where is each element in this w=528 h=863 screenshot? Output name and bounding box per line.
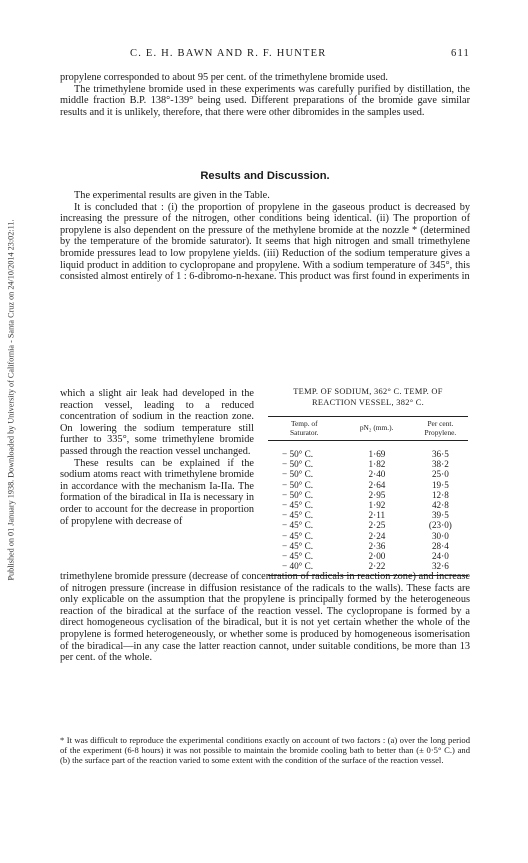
cell-percent-propylene: 24·0: [431, 551, 449, 562]
cell-temp-saturator: − 45° C.: [282, 510, 314, 521]
section-heading: Results and Discussion.: [200, 170, 330, 182]
cell-percent-propylene: 42·8: [431, 500, 449, 511]
table-row: [268, 551, 468, 561]
paragraph: The trimethylene bromide used in these experiments was carefully purified by distillation, the middle fraction B.P. 138°-139° being used. Different preparations of the bromide gave similar results and it is unlikely, therefore, that there were other dibromides in the samples used.: [60, 83, 470, 118]
cell-temp-saturator: − 45° C.: [282, 530, 314, 541]
header-temp-saturator: Temp. of Saturator.: [268, 417, 341, 441]
running-head-authors: C. E. H. BAWN AND R. F. HUNTER: [130, 48, 327, 59]
cell-temp-saturator: − 45° C.: [282, 540, 314, 551]
cell-temp-saturator: − 50° C.: [282, 449, 314, 459]
cell-nitrogen-pressure: 2·11: [368, 510, 386, 521]
wrapped-text-column: [60, 388, 254, 527]
cell-percent-propylene: 19·5: [431, 479, 449, 490]
cell-percent-propylene: 39·5: [431, 510, 449, 521]
cell-percent-propylene: 30·0: [431, 530, 449, 541]
table-row: [268, 469, 468, 479]
cell-percent-propylene: (23·0): [428, 520, 452, 531]
paragraph: The experimental results are given in the Table.: [74, 190, 270, 201]
discussion-paragraphs: [60, 190, 470, 283]
paragraph: It is concluded that : (i) the proportion of propylene in the gaseous product is decreased by increasing the pressure of the nitrogen, other conditions being identical. (ii) The proportion of propylene is also dependent on the pressure of the methylene bromide at the nozzle * (determined by the temperature of the bromide saturator). It seems that high nitrogen and small trimethylene bromide pressures lead to low propylene yields. (iii) Reduction of the sodium temperature gives a liquid product in addition to cyclopropane and propylene. With a sodium temperature of 345°, this consisted almost entirely of 1 : 6-dibromo-n-hexane. This product was first found in experiments in: [60, 201, 470, 283]
header-nitrogen-pressure: pN₂ (mm.).: [341, 417, 413, 441]
table-caption-line: TEMP. OF SODIUM, 362° C. TEMP. OF: [293, 387, 443, 396]
cell-nitrogen-pressure: 2·36: [368, 540, 386, 551]
paragraph: trimethylene bromide pressure (decrease of concentration of radicals in reaction zone) and increase of nitrogen pressure (increase in diffusion resistance of the radicals to the walls). These facts are only explicable on the assumption that the propylene is principally formed by the heterogeneous reaction of the biradical at the surface of the reaction vessel. The cyclopropane is formed by a direct homogeneous cyclisation of the biradical, but it is not yet certain whether the whole of the propylene is formed heterogeneously, or whether some is produced by homogeneous isomerisation of the biradical—in any case the latter reaction cannot, under suitable conditions, be more than 13 per cent. of the whole.: [60, 571, 470, 664]
cell-nitrogen-pressure: 2·24: [368, 530, 386, 541]
cell-temp-saturator: − 45° C.: [282, 500, 314, 511]
table-row: [268, 510, 468, 520]
cell-nitrogen-pressure: 2·00: [368, 551, 386, 562]
cell-nitrogen-pressure: 2·40: [368, 469, 386, 480]
table-row: [268, 480, 468, 490]
paragraph: which a slight air leak had developed in the reaction vessel, leading to a reduced concentration of sodium in the reaction zone. On lowering the sodium temperature still further to 335°, some trimethylene bromide passed through the reaction vessel unchanged.: [60, 388, 254, 457]
cell-nitrogen-pressure: 1·69: [368, 449, 386, 459]
table-row: [268, 490, 468, 500]
discussion-continued: [60, 571, 470, 664]
cell-percent-propylene: 32·6: [413, 561, 468, 576]
running-head: [60, 48, 470, 62]
paragraph: These results can be explained if the sodium atoms react with trimethylene bromide in accordance with the mechanism Ia-IIa. The formation of the biradical in IIa is necessary in order to account for the decrease in proportion of propylene with decrease of: [60, 457, 254, 527]
cell-temp-saturator: − 45° C.: [282, 520, 314, 531]
cell-temp-saturator: − 50° C.: [282, 479, 314, 490]
cell-temp-saturator: − 40° C.: [268, 561, 341, 576]
page-number: 611: [451, 48, 470, 59]
cell-nitrogen-pressure: 2·95: [368, 489, 386, 500]
header-percent-propylene: Per cent. Propylene.: [413, 417, 468, 441]
paragraph: propylene corresponded to about 95 per cent. of the trimethylene bromide used.: [60, 72, 388, 83]
cell-nitrogen-pressure: 1·82: [368, 459, 386, 470]
cell-nitrogen-pressure: 2·22: [341, 561, 413, 576]
table-caption-line: REACTION VESSEL, 382° C.: [311, 397, 425, 407]
cell-temp-saturator: − 50° C.: [282, 459, 314, 470]
download-watermark: [0, 50, 22, 750]
cell-percent-propylene: 36·5: [431, 449, 449, 459]
intro-paragraphs: [60, 72, 470, 118]
footnote-text: * It was difficult to reproduce the experimental conditions exactly on account of two factors : (a) over the long period of the experiment (6-8 hours) it was not possible to maintain the bromide cooling bath to better than (± 0·5° C.) and (b) the surface part of the reaction varied to some extent with the condition of the surface of the reaction vessel.: [60, 735, 470, 765]
cell-percent-propylene: 25·0: [431, 469, 449, 480]
table-row: [268, 520, 468, 530]
cell-nitrogen-pressure: 2·64: [368, 479, 386, 490]
table-row: [268, 441, 468, 460]
results-table: [268, 416, 468, 576]
download-watermark-text: Published on 01 January 1938. Downloaded by University of California - Santa Cruz on 24/10/2014 23:02:11.: [6, 219, 16, 581]
table-caption: [266, 387, 470, 408]
cell-temp-saturator: − 50° C.: [282, 469, 314, 480]
cell-temp-saturator: − 50° C.: [282, 489, 314, 500]
cell-temp-saturator: − 45° C.: [282, 551, 314, 562]
table-row: [268, 500, 468, 510]
table-row: [268, 541, 468, 551]
table-row: [268, 531, 468, 541]
cell-percent-propylene: 38·2: [431, 459, 449, 470]
footnote: [60, 736, 470, 766]
cell-nitrogen-pressure: 2·25: [368, 520, 386, 531]
table-row: [268, 459, 468, 469]
table-header-row: [268, 417, 468, 441]
cell-nitrogen-pressure: 1·92: [368, 500, 386, 511]
results-table-block: [266, 387, 470, 576]
cell-percent-propylene: 12·8: [431, 489, 449, 500]
cell-percent-propylene: 28·4: [431, 540, 449, 551]
